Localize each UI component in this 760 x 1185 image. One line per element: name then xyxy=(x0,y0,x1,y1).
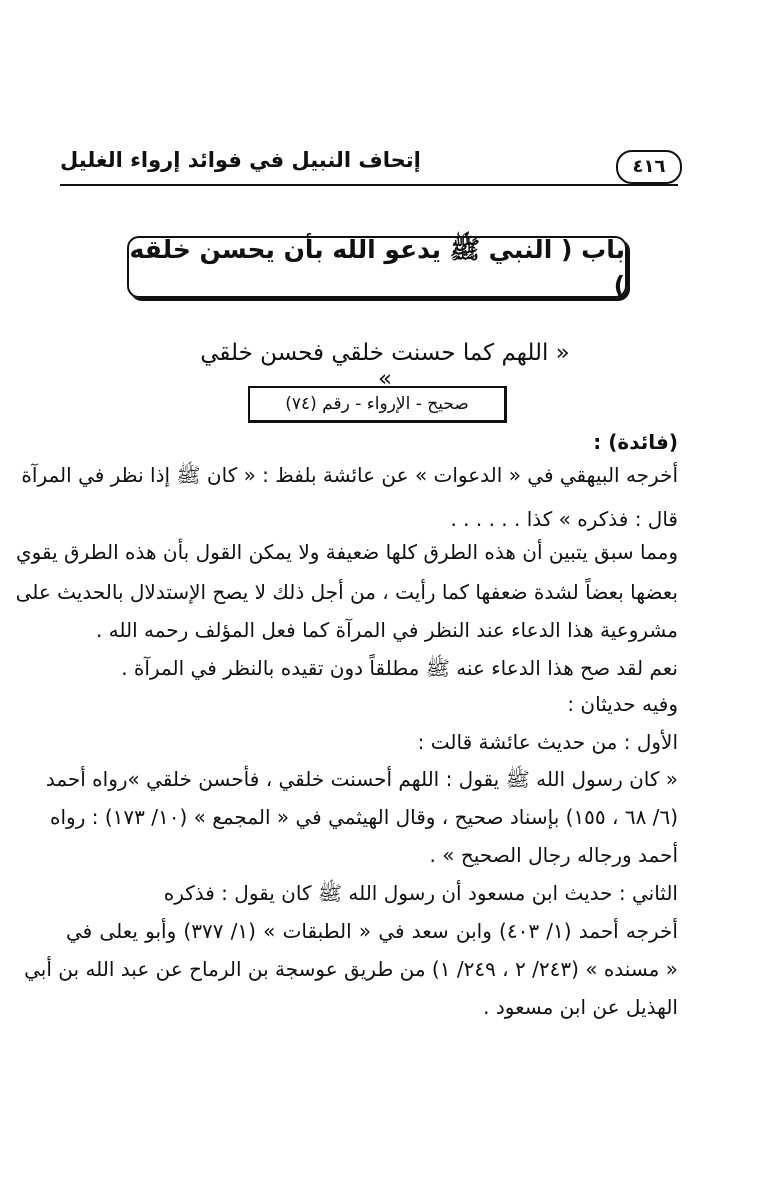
body-line: بعضها بعضاً لشدة ضعفها كما رأيت ، من أجل ذلك لا يصح الإستدلال بالحديث على xyxy=(15,580,678,604)
grade-box: صحيح - الإرواء - رقم (٧٤) xyxy=(248,386,507,423)
chapter-heading: باب ( النبي ﷺ يدعو الله بأن يحسن خلقه ) xyxy=(127,236,627,298)
page-number: ٤١٦ xyxy=(616,150,682,184)
body-line: وفيه حديثان : xyxy=(567,692,678,716)
body-line: الهذيل عن ابن مسعود . xyxy=(483,995,678,1019)
body-line: أحمد ورجاله رجال الصحيح » . xyxy=(429,843,678,867)
body-line: مشروعية هذا الدعاء عند النظر في المرآة كما فعل المؤلف رحمه الله . xyxy=(95,618,678,642)
body-line: ومما سبق يتبين أن هذه الطرق كلها ضعيفة ولا يمكن القول بأن هذه الطرق يقوي xyxy=(16,540,678,564)
benefit-heading: (فائدة) : xyxy=(593,430,678,454)
body-line: « كان رسول الله ﷺ يقول : اللهم أحسنت خلقي ، فأحسن خلقي »رواه أحمد xyxy=(45,767,678,791)
body-line: (٦/ ٦٨ ، ١٥٥) بإسناد صحيح ، وقال الهيثمي في « المجمع » (١٠/ ١٧٣) : رواه xyxy=(50,805,678,829)
body-line: الأول : من حديث عائشة قالت : xyxy=(417,730,678,754)
body-line: أخرجه البيهقي في « الدعوات » عن عائشة بلفظ : « كان ﷺ إذا نظر في المرآة xyxy=(21,463,678,487)
body-line: « مسنده » (٢٤٣/ ٢ ، ٢٤٩/ ١) من طريق عوسجة بن الرماح عن عبد الله بن أبي xyxy=(24,957,678,981)
hadith-text: « اللهم كما حسنت خلقي فحسن خلقي » xyxy=(200,340,570,392)
body-line: قال : فذكره » كذا . . . . . . xyxy=(450,507,678,531)
running-title: إتحاف النبيل في فوائد إرواء الغليل xyxy=(60,148,421,172)
header-divider xyxy=(60,184,678,186)
body-line: نعم لقد صح هذا الدعاء عنه ﷺ مطلقاً دون تقيده بالنظر في المرآة . xyxy=(121,656,678,680)
body-line: الثاني : حديث ابن مسعود أن رسول الله ﷺ كان يقول : فذكره xyxy=(163,881,678,905)
body-line: أخرجه أحمد (١/ ٤٠٣) وابن سعد في « الطبقات » (١/ ٣٧٧) وأبو يعلى في xyxy=(66,919,678,943)
